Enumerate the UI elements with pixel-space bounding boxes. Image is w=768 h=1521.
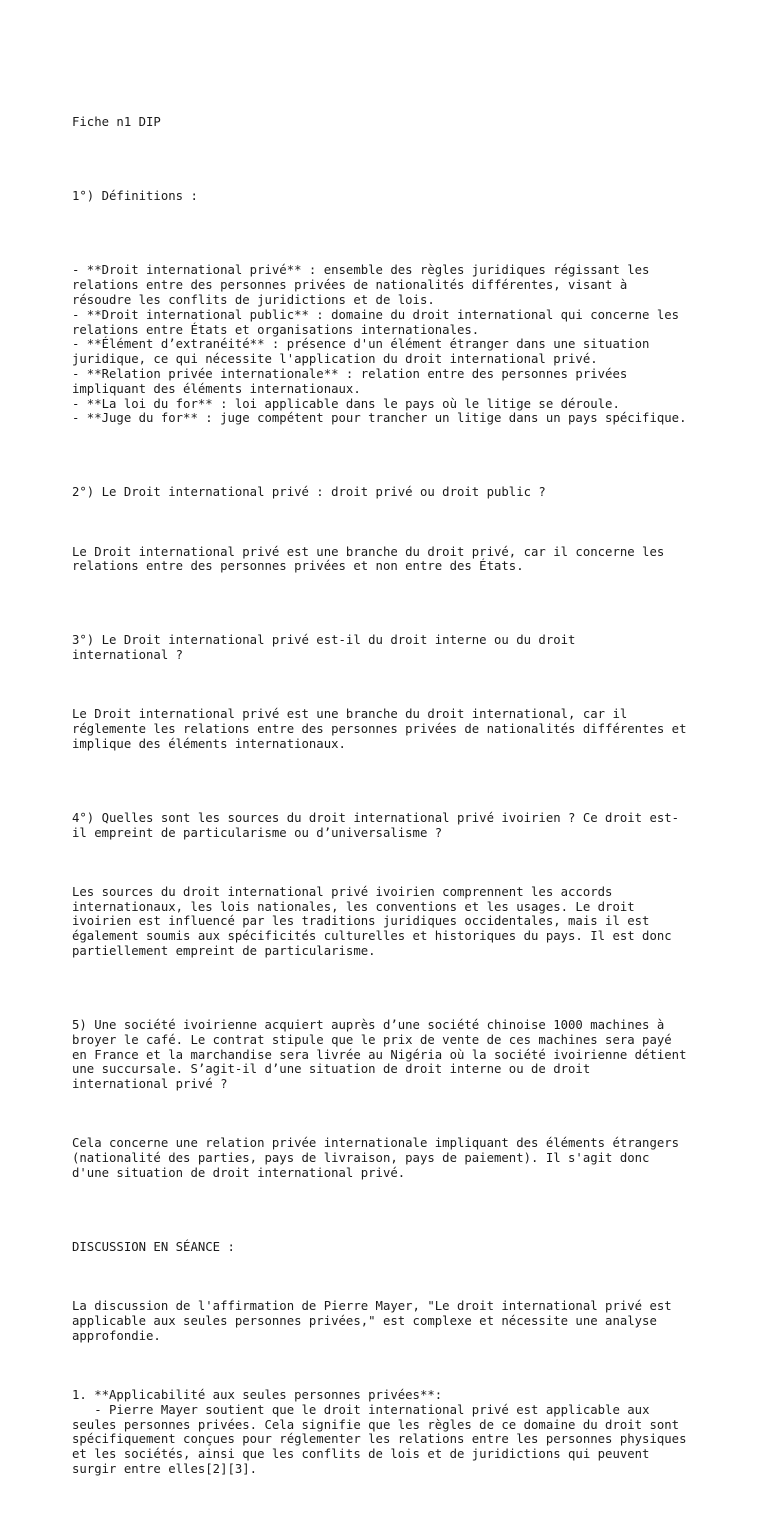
- discussion-intro: La discussion de l'affirmation de Pierre Mayer, "Le droit international privé est applicable aux seules personnes privées," est complexe et nécessite une analyse approfondie.: [72, 1299, 672, 1343]
- section-2-heading: 2°) Le Droit international privé : droit privé ou droit public ?: [72, 485, 546, 500]
- section-1-definitions: [72, 263, 712, 426]
- section-5-heading: 5) Une société ivoirienne acquiert auprès d’une société chinoise 1000 machines à broyer le café. Le contrat stipule que le prix de vente de ces machines sera payé en France et la marchandise sera livrée au Nigéria où la société ivoirienne détient une succursale. S’agit-il d’une situation de droit interne ou de droit international privé ?: [72, 1018, 687, 1092]
- definition-droit-international-prive: - **Droit international privé** : ensemble des règles juridiques régissant les relations entre des personnes privées de nationalités différentes, visant à résoudre les conflits de juridictions et de lois.: [72, 263, 650, 307]
- section-5-body: Cela concerne une relation privée internationale impliquant des éléments étrangers (nationalité des parties, pays de livraison, pays de paiement). Il s'agit donc d'une situation de droit international privé.: [72, 1136, 680, 1180]
- document-title: Fiche n1 DIP: [72, 115, 161, 130]
- definition-droit-international-public: - **Droit international public** : domaine du droit international qui concerne les relations entre États et organisations internationales.: [72, 307, 680, 337]
- section-3-body: Le Droit international privé est une branche du droit international, car il réglemente les relations entre des personnes privées de nationalités différentes et implique des éléments internationaux.: [72, 707, 687, 751]
- definition-element-extraneite: - **Élément d’extranéité** : présence d'un élément étranger dans une situation juridique, ce qui nécessite l'application du droit international privé.: [72, 337, 650, 367]
- definition-juge-du-for: - **Juge du for** : juge compétent pour trancher un litige dans un pays spécifique.: [72, 411, 687, 426]
- document-body: [72, 71, 712, 1521]
- discussion-point-1: 1. **Applicabilité aux seules personnes privées**: - Pierre Mayer soutient que le droit international privé est applicable aux seules personnes privées. Cela signifie que les règles de ce domaine du droit sont spécifiquement conçues pour réglementer les relations entre les personnes physiques et les sociétés, ainsi que les conflits de lois et de juridictions qui peuvent surgir entre elles[2][3].: [72, 1387, 687, 1476]
- definition-loi-du-for: - **La loi du for** : loi applicable dans le pays où le litige se déroule.: [72, 396, 620, 411]
- section-2-body: Le Droit international privé est une branche du droit privé, car il concerne les relations entre des personnes privées et non entre des États.: [72, 544, 665, 574]
- section-4-body: Les sources du droit international privé ivoirien comprennent les accords internationaux, les lois nationales, les conventions et les usages. Le droit ivoirien est influencé par les traditions juridiques occidentales, mais il est également soumis aux spécificités culturelles et historiques du pays. Il est donc partiellement empreint de particularisme.: [72, 884, 672, 959]
- section-1-heading: 1°) Définitions :: [72, 189, 198, 204]
- discussion-heading: DISCUSSION EN SÉANCE :: [72, 1239, 235, 1254]
- section-3-heading: 3°) Le Droit international privé est-il du droit interne ou du droit international ?: [72, 633, 576, 663]
- section-4-heading: 4°) Quelles sont les sources du droit international privé ivoirien ? Ce droit est- il empreint de particularisme ou d’universalisme ?: [72, 810, 680, 840]
- definition-relation-privee-internationale: - **Relation privée internationale** : relation entre des personnes privées impliquant des éléments internationaux.: [72, 366, 628, 396]
